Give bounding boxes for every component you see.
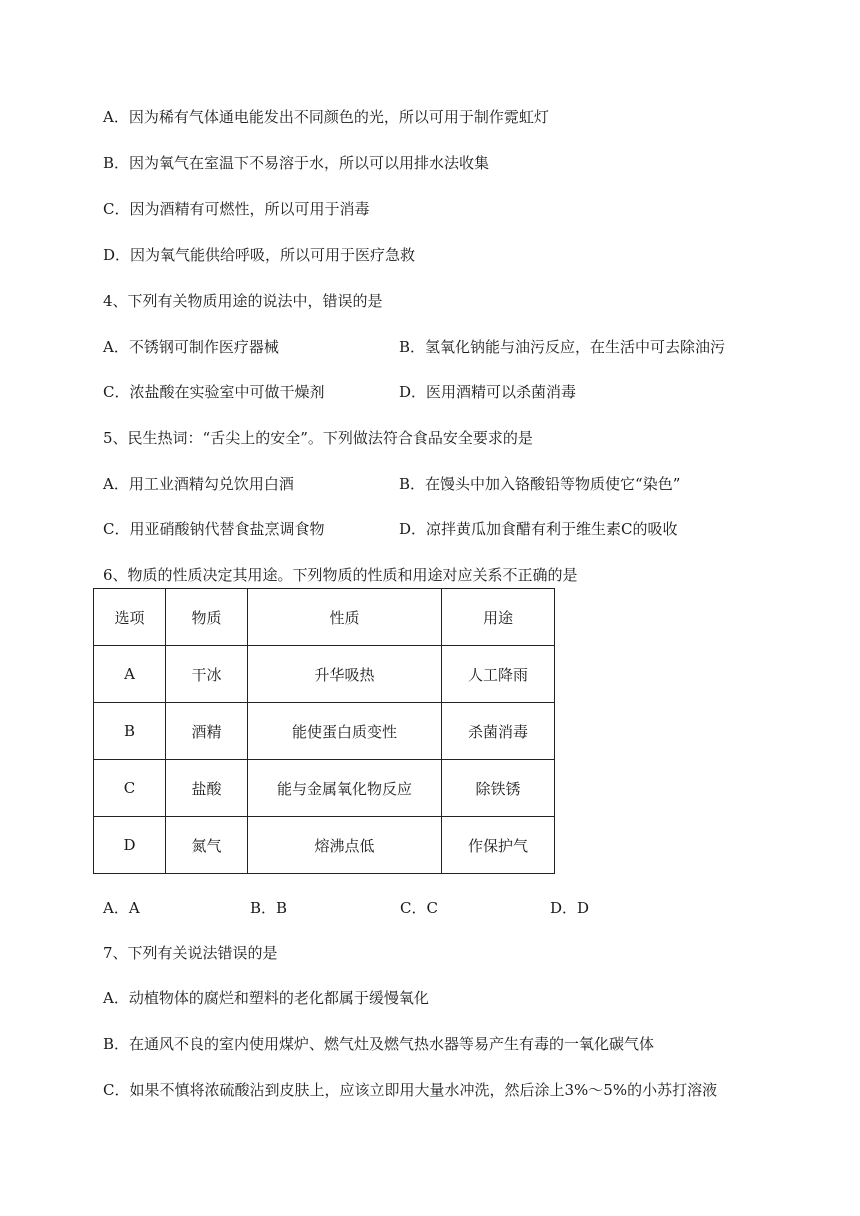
q4-stem: 4、下列有关物质用途的说法中，错误的是 [103, 292, 383, 310]
table-cell: A [94, 646, 166, 703]
header-cell-use: 用途 [442, 589, 555, 646]
q3-option-d: D．因为氧气能供给呼吸，所以可用于医疗急救 [103, 246, 416, 264]
table-cell: 除铁锈 [442, 760, 555, 817]
table-cell: 杀菌消毒 [442, 703, 555, 760]
q5-stem: 5、民生热词：“舌尖上的安全”。下列做法符合食品安全要求的是 [103, 429, 533, 447]
q6-option-c: C．C [400, 899, 438, 917]
table-cell: 人工降雨 [442, 646, 555, 703]
table-row [94, 817, 555, 874]
header-cell-option: 选项 [94, 589, 166, 646]
table-cell: 作保护气 [442, 817, 555, 874]
q4-option-b: B．氢氧化钠能与油污反应，在生活中可去除油污 [399, 338, 726, 356]
header-cell-substance: 物质 [166, 589, 248, 646]
table-cell: B [94, 703, 166, 760]
table-cell: C [94, 760, 166, 817]
q6-option-a: A．A [103, 899, 140, 917]
q7-option-a: A．动植物体的腐烂和塑料的老化都属于缓慢氧化 [103, 989, 429, 1007]
q7-option-c: C．如果不慎将浓硫酸沾到皮肤上，应该立即用大量水冲洗，然后涂上3%～5%的小苏打溶液 [103, 1081, 718, 1099]
table-cell: 熔沸点低 [248, 817, 442, 874]
table-row [94, 646, 555, 703]
table-cell: D [94, 817, 166, 874]
q5-option-b: B．在馒头中加入铬酸铅等物质使它“染色” [399, 475, 681, 493]
q4-option-a: A．不锈钢可制作医疗器械 [103, 338, 279, 356]
table-cell: 盐酸 [166, 760, 248, 817]
table-cell: 能使蛋白质变性 [248, 703, 442, 760]
q7-option-b: B．在通风不良的室内使用煤炉、燃气灶及燃气热水器等易产生有毒的一氧化碳气体 [103, 1035, 655, 1053]
q5-option-d: D．凉拌黄瓜加食醋有利于维生素C的吸收 [399, 520, 678, 538]
table-row [94, 703, 555, 760]
q3-option-a: A．因为稀有气体通电能发出不同颜色的光，所以可用于制作霓虹灯 [103, 108, 549, 126]
q4-option-d: D．医用酒精可以杀菌消毒 [399, 383, 577, 401]
q7-stem: 7、下列有关说法错误的是 [103, 944, 278, 962]
table-cell: 氮气 [166, 817, 248, 874]
q6-option-d: D．D [550, 899, 590, 917]
table-cell: 升华吸热 [248, 646, 442, 703]
q5-option-a: A．用工业酒精勾兑饮用白酒 [103, 475, 294, 493]
table-header-row [94, 589, 555, 646]
q4-option-c: C．浓盐酸在实验室中可做干燥剂 [103, 383, 325, 401]
table-cell: 酒精 [166, 703, 248, 760]
table-row [94, 760, 555, 817]
q3-option-b: B．因为氧气在室温下不易溶于水，所以可以用排水法收集 [103, 154, 490, 172]
header-cell-property: 性质 [248, 589, 442, 646]
q6-option-b: B．B [250, 899, 288, 917]
q5-option-c: C．用亚硝酸钠代替食盐烹调食物 [103, 520, 325, 538]
q6-table [93, 588, 555, 874]
table-cell: 能与金属氧化物反应 [248, 760, 442, 817]
q6-stem: 6、物质的性质决定其用途。下列物质的性质和用途对应关系不正确的是 [103, 566, 578, 584]
table-cell: 干冰 [166, 646, 248, 703]
q3-option-c: C．因为酒精有可燃性，所以可用于消毒 [103, 200, 370, 218]
